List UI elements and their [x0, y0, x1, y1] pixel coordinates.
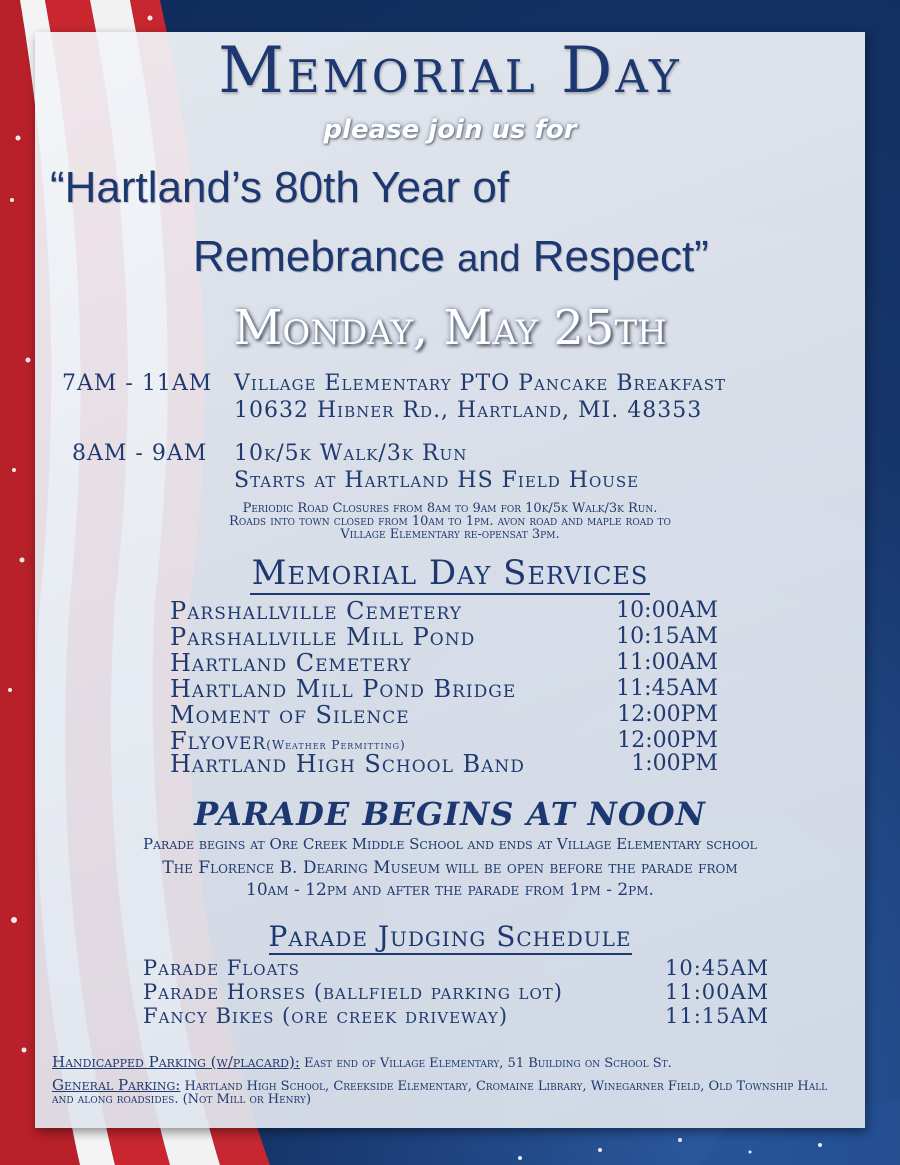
services-heading: Memorial Day Services	[251, 553, 649, 593]
road-closure-note-line2: Roads into town closed from 10am to 1pm. avon road and maple road to	[229, 514, 671, 529]
judging-item-time: 11:15AM	[665, 1004, 770, 1028]
handicapped-parking-text: East end of Village Elementary, 51 Building on School St.	[299, 1056, 672, 1071]
service-time: 1:00PM	[631, 751, 718, 776]
event-date: Monday, May 25th	[233, 300, 667, 356]
event-title-line2	[193, 232, 709, 282]
event-title-line1: “Hartland’s 80th Year of	[50, 163, 510, 212]
judging-item-time: 10:45AM	[665, 956, 770, 980]
museum-text-line1: The Florence B. Dearing Museum will be open before the parade from	[162, 858, 738, 878]
service-time: 10:00AM	[616, 598, 718, 623]
service-name: Parshallville Cemetery	[170, 597, 462, 625]
road-closure-note-line3: Village Elementary re-opensat 3pm.	[340, 527, 560, 542]
judging-heading: Parade Judging Schedule	[268, 920, 632, 953]
service-time: 11:45AM	[616, 676, 718, 701]
handicapped-parking-info	[52, 1053, 852, 1071]
road-closure-note-line1: Periodic Road Closures from 8am to 9am for 10k/5k Walk/3k Run.	[242, 501, 658, 516]
general-parking-info	[52, 1076, 852, 1107]
service-note: (Weather Permitting)	[266, 738, 406, 752]
event-line1: Village Elementary PTO Pancake Breakfast	[234, 371, 727, 396]
handicapped-parking-label: Handicapped Parking (w/placard):	[52, 1053, 300, 1071]
flyer-title: Memorial Day	[218, 34, 682, 108]
event-time: 7AM - 11AM	[62, 371, 213, 396]
judging-item-name: Parade Floats	[143, 956, 300, 980]
event-time: 8AM - 9AM	[72, 441, 208, 466]
service-name: Hartland Mill Pond Bridge	[170, 675, 517, 703]
general-parking-label: General Parking:	[52, 1076, 181, 1094]
event-title-word-and: and	[457, 238, 521, 280]
event-line1: 10k/5k Walk/3k Run	[234, 441, 468, 466]
parade-heading: PARADE BEGINS AT NOON	[194, 795, 706, 833]
service-time: 12:00PM	[617, 728, 718, 753]
judging-item-name: Parade Horses (ballfield parking lot)	[143, 980, 563, 1004]
event-title-word-remembrance: Remebrance	[193, 232, 458, 281]
parade-route-text: Parade begins at Ore Creek Middle School and ends at Village Elementary school	[143, 835, 757, 853]
service-name: Hartland High School Band	[170, 750, 525, 778]
service-time: 11:00AM	[616, 650, 718, 675]
service-name: Hartland Cemetery	[170, 649, 412, 677]
event-line2: Starts at Hartland HS Field House	[234, 468, 640, 493]
museum-text-line2: 10am - 12pm and after the parade from 1pm - 2pm.	[246, 880, 654, 900]
event-line2: 10632 Hibner Rd., Hartland, MI. 48353	[234, 398, 703, 423]
judging-item-time: 11:00AM	[665, 980, 770, 1004]
service-time: 12:00PM	[617, 702, 718, 727]
service-name: Flyover(Weather Permitting)	[170, 727, 406, 755]
general-parking-text: Hartland High School, Creekside Elementary, Cromaine Library, Winegarner Field, Old Township Hall and along roadsides. (Not Mill or Henry)	[52, 1079, 828, 1107]
invite-text: please join us for	[323, 115, 577, 145]
service-name: Parshallville Mill Pond	[170, 623, 476, 651]
event-title-word-respect: Respect”	[520, 232, 709, 281]
service-name: Moment of Silence	[170, 701, 410, 729]
judging-item-name: Fancy Bikes (ore creek driveway)	[143, 1004, 509, 1028]
service-time: 10:15AM	[616, 624, 718, 649]
